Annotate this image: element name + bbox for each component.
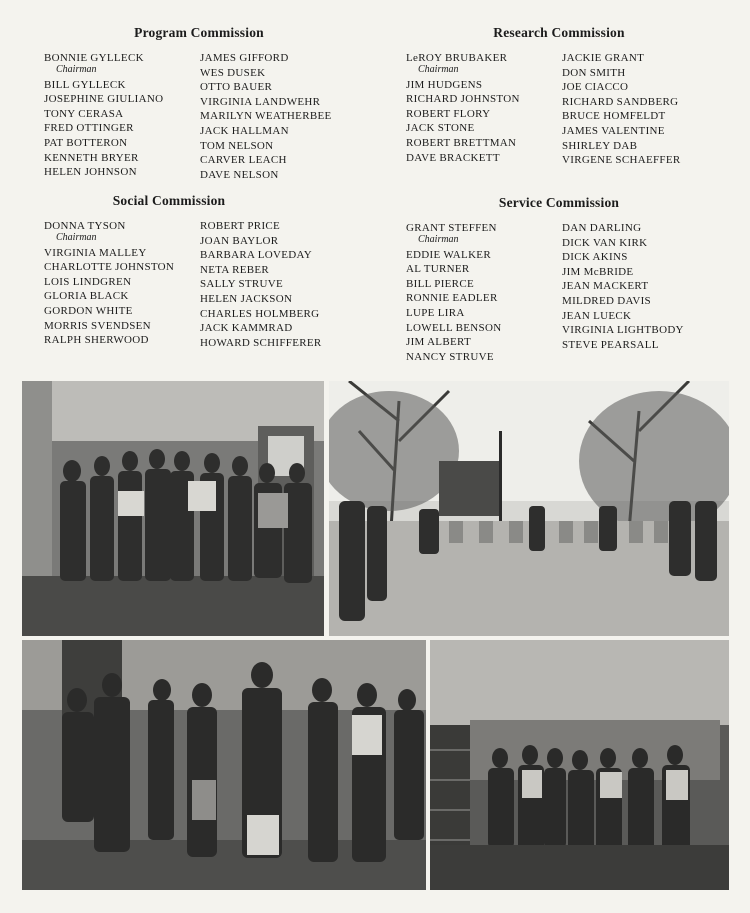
member-name: EDDIE WALKER — [406, 248, 491, 261]
member-name: HELEN JOHNSON — [44, 166, 137, 179]
social-col-2 — [200, 219, 322, 350]
social-commission-title: Social Commission — [112, 193, 226, 208]
member-name: MARILYN WEATHERBEE — [200, 110, 332, 123]
street-cleanup-photo — [329, 381, 729, 636]
member-name: DAVE NELSON — [200, 168, 279, 181]
member-name: JOSEPHINE GIULIANO — [44, 93, 164, 106]
member-name: GRANT STEFFEN — [406, 222, 497, 234]
member-name: WES DUSEK — [200, 66, 266, 79]
group-portrait-photo — [22, 381, 324, 636]
member-name: BARBARA LOVEDAY — [200, 249, 312, 262]
service-col-1 — [406, 221, 501, 364]
member-name: RICHARD JOHNSTON — [406, 93, 520, 106]
research-commission-title: Research Commission — [493, 25, 625, 40]
member-name: BRUCE HOMFELDT — [562, 110, 666, 123]
member-name: PAT BOTTERON — [44, 136, 128, 149]
member-name: DAVE BRACKETT — [406, 151, 500, 164]
member-name: SALLY STRUVE — [200, 278, 284, 291]
member-name: ROBERT FLORY — [406, 107, 491, 120]
member-name: BILL GYLLECK — [44, 78, 126, 91]
member-name: TONY CERASA — [44, 107, 124, 120]
member-name: MORRIS SVENDSEN — [44, 319, 151, 332]
program-col-1 — [44, 51, 163, 180]
member-name: JACKIE GRANT — [562, 52, 645, 64]
member-name: TOM NELSON — [200, 139, 274, 152]
member-name: JOE CIACCO — [562, 81, 629, 94]
research-col-2 — [562, 51, 680, 168]
service-commission-title: Service Commission — [498, 195, 620, 210]
member-name: HELEN JACKSON — [200, 292, 293, 305]
member-name: BONNIE GYLLECK — [44, 52, 144, 64]
member-name: DICK AKINS — [562, 251, 628, 264]
member-name: STEVE PEARSALL — [562, 338, 659, 351]
member-name: RALPH SHERWOOD — [44, 334, 149, 347]
member-name: DONNA TYSON — [44, 220, 126, 232]
member-name: CHARLOTTE JOHNSTON — [44, 261, 175, 274]
member-name: JAMES GIFFORD — [200, 52, 289, 64]
member-name: OTTO BAUER — [200, 81, 273, 94]
member-name: KENNETH BRYER — [44, 151, 139, 164]
library-group-photo — [430, 640, 729, 890]
member-name: RICHARD SANDBERG — [562, 95, 679, 108]
member-name: DAN DARLING — [562, 222, 642, 234]
member-name: NETA REBER — [200, 263, 270, 276]
member-name: VIRGINIA LANDWEHR — [200, 95, 321, 108]
chairman-label: Chairman — [56, 63, 97, 75]
member-name: JIM McBRIDE — [562, 265, 634, 278]
member-name: FRED OTTINGER — [44, 122, 134, 135]
program-col-2 — [200, 51, 332, 182]
member-name: JIM HUDGENS — [406, 78, 483, 91]
member-name: GORDON WHITE — [44, 304, 133, 317]
member-name: JACK STONE — [406, 122, 475, 135]
member-name: MILDRED DAVIS — [562, 294, 651, 307]
member-name: JACK KAMMRAD — [200, 322, 293, 335]
chairman-label: Chairman — [418, 63, 459, 75]
member-name: RONNIE EADLER — [406, 292, 498, 305]
member-name: ROBERT BRETTMAN — [406, 136, 517, 149]
member-name: AL TURNER — [406, 263, 470, 276]
member-name: CARVER LEACH — [200, 154, 287, 167]
social-commission — [44, 193, 344, 358]
member-name: VIRGENE SCHAEFFER — [562, 154, 681, 167]
chairman-label: Chairman — [418, 233, 459, 245]
dance-photo — [22, 640, 426, 890]
member-name: LOIS LINDGREN — [44, 275, 132, 288]
research-commission — [406, 25, 706, 175]
member-name: CHARLES HOLMBERG — [200, 307, 320, 320]
member-name: JACK HALLMAN — [200, 124, 289, 137]
research-col-1 — [406, 51, 520, 165]
social-col-1 — [44, 219, 174, 348]
member-name: JEAN LUECK — [562, 309, 632, 322]
member-name: HOWARD SCHIFFERER — [200, 336, 322, 349]
member-name: LeROY BRUBAKER — [406, 52, 508, 64]
member-name: DON SMITH — [562, 66, 626, 79]
chairman-label: Chairman — [56, 231, 97, 243]
member-name: BILL PIERCE — [406, 277, 474, 290]
member-name: GLORIA BLACK — [44, 290, 129, 303]
member-name: JEAN MACKERT — [562, 280, 649, 293]
member-name: JIM ALBERT — [406, 336, 471, 349]
program-commission-title: Program Commission — [134, 25, 264, 40]
member-name: LOWELL BENSON — [406, 321, 502, 334]
member-name: SHIRLEY DAB — [562, 139, 638, 152]
member-name: JAMES VALENTINE — [562, 124, 665, 137]
member-name: JOAN BAYLOR — [200, 234, 279, 247]
member-name: NANCY STRUVE — [406, 350, 494, 363]
service-col-2 — [562, 221, 684, 352]
member-name: VIRGINIA LIGHTBODY — [562, 324, 684, 337]
member-name: DICK VAN KIRK — [562, 236, 648, 249]
program-commission — [44, 25, 344, 190]
member-name: ROBERT PRICE — [200, 220, 281, 232]
member-name: LUPE LIRA — [406, 306, 465, 319]
member-name: VIRGINIA MALLEY — [44, 246, 147, 259]
service-commission — [406, 195, 706, 370]
